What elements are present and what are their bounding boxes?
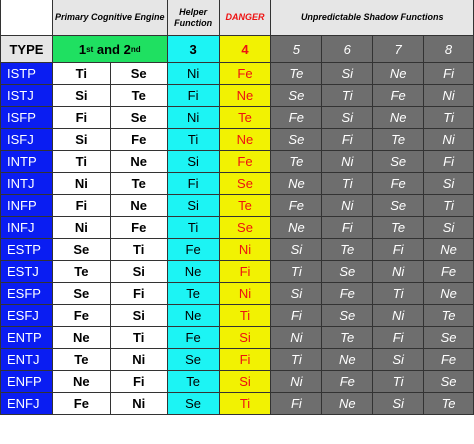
shadow-cell: Fi <box>321 216 373 239</box>
type-cell: ISFP <box>0 106 53 129</box>
danger-cell: Si <box>219 326 272 349</box>
dominant-auxiliary-cell: Se <box>52 238 111 261</box>
shadow-cell: Te <box>372 128 424 151</box>
shadow-cell: Fi <box>321 128 373 151</box>
type-cell: INTJ <box>0 172 53 195</box>
danger-cell: Se <box>219 172 272 195</box>
dominant-auxiliary-cell: Fi <box>110 370 168 393</box>
dominant-auxiliary-cell: Se <box>110 62 168 85</box>
shadow-cell: Fi <box>270 304 322 327</box>
table-row <box>0 371 474 394</box>
shadow-cell: Ni <box>372 304 424 327</box>
danger-cell: Ni <box>219 238 272 261</box>
dominant-auxiliary-cell: Ti <box>52 150 111 173</box>
dominant-auxiliary-cell: Te <box>110 172 168 195</box>
table-row <box>0 151 474 174</box>
shadow-cell: Ni <box>321 150 373 173</box>
shadow-cell: Fe <box>270 106 322 129</box>
shadow-cell: Fe <box>423 348 474 371</box>
type-cell: INFJ <box>0 216 53 239</box>
danger-cell: Fi <box>219 348 272 371</box>
shadow-cell: Se <box>372 194 424 217</box>
shadow-cell: Fe <box>270 194 322 217</box>
table-row <box>0 239 474 262</box>
danger-cell: Te <box>219 194 272 217</box>
shadow-cell: Fe <box>372 84 424 107</box>
header-row-2 <box>0 36 474 64</box>
engine-num-2: and 2 <box>93 41 131 57</box>
danger-cell: Si <box>219 370 272 393</box>
shadow-cell: Se <box>423 326 474 349</box>
shadow-cell: Si <box>423 216 474 239</box>
type-cell: INTP <box>0 150 53 173</box>
dominant-auxiliary-cell: Fe <box>110 216 168 239</box>
table-row <box>0 349 474 372</box>
shadow-cell: Ne <box>321 348 373 371</box>
danger-cell: Fe <box>219 150 272 173</box>
helper-cell: Ne <box>167 304 220 327</box>
table-row <box>0 305 474 328</box>
shadow-cell: Ne <box>321 392 373 415</box>
dominant-auxiliary-cell: Se <box>52 282 111 305</box>
shadow-cell: Fi <box>270 392 322 415</box>
table-row <box>0 107 474 130</box>
shadow-cell: Te <box>321 326 373 349</box>
helper-cell: Fi <box>167 172 220 195</box>
danger-cell: Se <box>219 216 272 239</box>
shadow-cell: Se <box>321 304 373 327</box>
table-row <box>0 261 474 284</box>
header-row-1 <box>0 0 474 37</box>
dominant-auxiliary-cell: Si <box>110 304 168 327</box>
engine-sup-2: nd <box>130 44 141 54</box>
table-row <box>0 63 474 86</box>
shadow-cell: Se <box>423 370 474 393</box>
type-cell: ESFJ <box>0 304 53 327</box>
shadow-cell: Te <box>423 392 474 415</box>
table-row <box>0 217 474 240</box>
helper-cell: Si <box>167 194 220 217</box>
helper-cell: Se <box>167 392 220 415</box>
type-cell: ISTP <box>0 62 53 85</box>
shadow-cell: Ni <box>270 370 322 393</box>
shadow-cell: Fe <box>321 370 373 393</box>
type-cell: ESTJ <box>0 260 53 283</box>
danger-cell: Ne <box>219 128 272 151</box>
helper-cell: Ne <box>167 260 220 283</box>
danger-cell: Fi <box>219 260 272 283</box>
shadow-cell: Fi <box>372 326 424 349</box>
dominant-auxiliary-cell: Fe <box>52 392 111 415</box>
header-corner-cell <box>0 0 53 36</box>
danger-cell: Ne <box>219 84 272 107</box>
danger-column-header: 4 <box>219 35 272 63</box>
shadow-cell: Ti <box>321 84 373 107</box>
shadow-cell: Ti <box>423 194 474 217</box>
helper-function-header: Helper Function <box>167 0 220 36</box>
dominant-auxiliary-cell: Ne <box>52 326 111 349</box>
engine-sup-1: st <box>86 44 94 54</box>
table-row <box>0 85 474 108</box>
dominant-auxiliary-cell: Ne <box>110 194 168 217</box>
type-cell: ENTP <box>0 326 53 349</box>
helper-cell: Ti <box>167 128 220 151</box>
dominant-auxiliary-cell: Ti <box>110 326 168 349</box>
dominant-auxiliary-cell: Si <box>52 128 111 151</box>
shadow-cell: Fi <box>423 150 474 173</box>
shadow-cell: Ne <box>423 238 474 261</box>
shadow-cell: Ti <box>372 282 424 305</box>
shadow-cell: Se <box>270 128 322 151</box>
shadow-cell: Ne <box>270 216 322 239</box>
helper-cell: Ni <box>167 106 220 129</box>
shadow-cell: Si <box>423 172 474 195</box>
dominant-auxiliary-cell: Te <box>52 348 111 371</box>
shadow-cell: Se <box>270 84 322 107</box>
dominant-auxiliary-cell: Ni <box>52 172 111 195</box>
type-cell: ESFP <box>0 282 53 305</box>
cognitive-engine-header: Primary Cognitive Engine <box>52 0 168 36</box>
dominant-auxiliary-cell: Fe <box>110 128 168 151</box>
shadow-cell: Se <box>372 150 424 173</box>
type-cell: ISTJ <box>0 84 53 107</box>
shadow-cell: Si <box>372 348 424 371</box>
dominant-auxiliary-cell: Te <box>110 84 168 107</box>
danger-cell: Te <box>219 106 272 129</box>
shadow-cell: Fi <box>372 238 424 261</box>
type-cell: INFP <box>0 194 53 217</box>
shadow-cell: Te <box>270 150 322 173</box>
shadow-cell: Ti <box>321 172 373 195</box>
dominant-auxiliary-cell: Ni <box>52 216 111 239</box>
engine-column-header <box>52 35 168 63</box>
helper-column-header: 3 <box>167 35 220 63</box>
table-row <box>0 283 474 306</box>
danger-cell: Ti <box>219 304 272 327</box>
table-row <box>0 393 474 416</box>
danger-header: DANGER <box>219 0 272 36</box>
dominant-auxiliary-cell: Si <box>52 84 111 107</box>
helper-cell: Si <box>167 150 220 173</box>
dominant-auxiliary-cell: Ni <box>110 392 168 415</box>
shadow-cell: Si <box>321 62 373 85</box>
shadow-column-header-7: 7 <box>372 35 424 63</box>
shadow-cell: Ti <box>270 260 322 283</box>
shadow-cell: Fe <box>372 172 424 195</box>
shadow-cell: Ne <box>423 282 474 305</box>
table-row <box>0 173 474 196</box>
helper-cell: Ni <box>167 62 220 85</box>
shadow-cell: Te <box>372 216 424 239</box>
dominant-auxiliary-cell: Fe <box>52 304 111 327</box>
dominant-auxiliary-cell: Se <box>110 106 168 129</box>
shadow-column-header-8: 8 <box>423 35 474 63</box>
dominant-auxiliary-cell: Fi <box>52 194 111 217</box>
helper-cell: Te <box>167 370 220 393</box>
helper-cell: Ti <box>167 216 220 239</box>
shadow-cell: Si <box>270 282 322 305</box>
dominant-auxiliary-cell: Ti <box>52 62 111 85</box>
shadow-cell: Ti <box>270 348 322 371</box>
type-cell: ENTJ <box>0 348 53 371</box>
shadow-cell: Si <box>372 392 424 415</box>
dominant-auxiliary-cell: Te <box>52 260 111 283</box>
helper-cell: Fe <box>167 238 220 261</box>
table-row <box>0 129 474 152</box>
shadow-cell: Ni <box>270 326 322 349</box>
dominant-auxiliary-cell: Fi <box>52 106 111 129</box>
shadow-cell: Ni <box>423 128 474 151</box>
type-cell: ENFP <box>0 370 53 393</box>
shadow-cell: Ne <box>372 106 424 129</box>
dominant-auxiliary-cell: Ne <box>110 150 168 173</box>
engine-num-1: 1 <box>78 41 87 57</box>
danger-cell: Fe <box>219 62 272 85</box>
shadow-cell: Ne <box>270 172 322 195</box>
shadow-cell: Si <box>270 238 322 261</box>
table-row <box>0 327 474 350</box>
shadow-cell: Fi <box>423 62 474 85</box>
dominant-auxiliary-cell: Ni <box>110 348 168 371</box>
danger-cell: Ni <box>219 282 272 305</box>
shadow-column-header-5: 5 <box>270 35 322 63</box>
dominant-auxiliary-cell: Ti <box>110 238 168 261</box>
shadow-cell: Ne <box>372 62 424 85</box>
helper-cell: Fe <box>167 326 220 349</box>
shadow-cell: Ni <box>372 260 424 283</box>
shadow-column-header-6: 6 <box>321 35 373 63</box>
type-cell: ISFJ <box>0 128 53 151</box>
shadow-cell: Ti <box>372 370 424 393</box>
helper-cell: Fi <box>167 84 220 107</box>
shadow-cell: Si <box>321 106 373 129</box>
shadow-cell: Te <box>321 238 373 261</box>
shadow-cell: Te <box>270 62 322 85</box>
dominant-auxiliary-cell: Ne <box>52 370 111 393</box>
shadow-cell: Ni <box>423 84 474 107</box>
shadow-cell: Ni <box>321 194 373 217</box>
shadow-cell: Fe <box>423 260 474 283</box>
type-column-header: TYPE <box>0 35 53 63</box>
shadow-cell: Fe <box>321 282 373 305</box>
helper-cell: Te <box>167 282 220 305</box>
type-cell: ENFJ <box>0 392 53 415</box>
dominant-auxiliary-cell: Fi <box>110 282 168 305</box>
shadow-functions-header: Unpredictable Shadow Functions <box>270 0 474 36</box>
dominant-auxiliary-cell: Si <box>110 260 168 283</box>
shadow-cell: Se <box>321 260 373 283</box>
type-cell: ESTP <box>0 238 53 261</box>
helper-cell: Se <box>167 348 220 371</box>
shadow-cell: Ti <box>423 106 474 129</box>
danger-cell: Ti <box>219 392 272 415</box>
table-row <box>0 195 474 218</box>
shadow-cell: Te <box>423 304 474 327</box>
